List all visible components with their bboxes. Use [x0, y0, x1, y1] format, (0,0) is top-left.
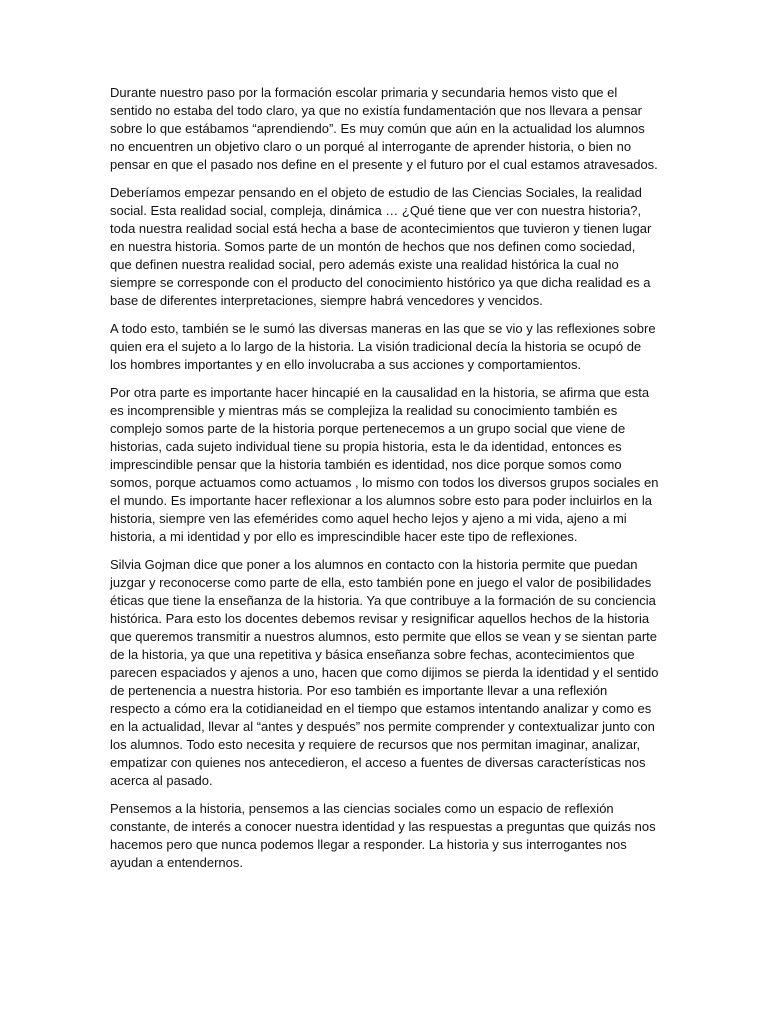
paragraph-2: Deberíamos empezar pensando en el objeto de estudio de las Ciencias Sociales, la realidad social. Esta realidad social, compleja, dinámica … ¿Qué tiene que ver con nuestra historia?, toda nuestra realidad social está hecha a base de acontecimientos que tuvieron y tienen lugar en nuestra historia. Somos parte de un montón de hechos que nos definen como sociedad, que definen nuestra realidad social, pero además existe una realidad histórica la cual no siempre se corresponde con el producto del conocimiento histórico ya que dicha realidad es a base de diferentes interpretaciones, siempre habrá vencedores y vencidos.: [110, 185, 652, 308]
paragraph-3: A todo esto, también se le sumó las diversas maneras en las que se vio y las reflexiones sobre quien era el sujeto a lo largo de la historia. La visión tradicional decía la historia se ocupó de los hombres importantes y en ello involucraba a sus acciones y comportamientos.: [110, 321, 656, 372]
paragraph-5: Silvia Gojman dice que poner a los alumnos en contacto con la historia permite que puedan juzgar y reconocerse como parte de ella, esto también pone en juego el valor de posibilidades éticas que tiene la enseñanza de la historia. Ya que contribuye a la formación de su conciencia histórica. Para esto los docentes debemos revisar y resignificar aquellos hechos de la historia que queremos transmitir a nuestros alumnos, esto permite que ellos se vean y se sientan parte de la historia, ya que una repetitiva y básica enseñanza sobre fechas, acontecimientos que parecen espaciados y ajenos a uno, hacen que como dijimos se pierda la identidad y el sentido de pertenencia a nuestra historia. Por eso también es importante llevar a una reflexión respecto a cómo era la cotidianeidad en el tiempo que estamos intentando analizar y como es en la actualidad, llevar al “antes y después” nos permite comprender y contextualizar junto con los alumnos. Todo esto necesita y requiere de recursos que nos permitan imaginar, analizar, empatizar con quienes nos antecedieron, el acceso a fuentes de diversas características nos acerca al pasado.: [110, 557, 659, 788]
paragraph-4: Por otra parte es importante hacer hincapié en la causalidad en la historia, se afirma que esta es incomprensible y mientras más se complejiza la realidad su conocimiento también es complejo somos parte de la historia porque pertenecemos a un grupo social que viene de historias, cada sujeto individual tiene su propia historia, esta le da identidad, entonces es imprescindible pensar que la historia también es identidad, nos dice porque somos como somos, porque actuamos como actuamos , lo mismo con todos los diversos grupos sociales en el mundo. Es importante hacer reflexionar a los alumnos sobre esto para poder incluirlos en la historia, siempre ven las efemérides como aquel hecho lejos y ajeno a mi vida, ajeno a mi historia, a mi identidad y por ello es imprescindible hacer este tipo de reflexiones.: [110, 385, 659, 544]
paragraph-1: Durante nuestro paso por la formación escolar primaria y secundaria hemos visto que el sentido no estaba del todo claro, ya que no existía fundamentación que nos llevara a pensar sobre lo que estábamos “aprendiendo”. Es muy común que aún en la actualidad los alumnos no encuentren un objetivo claro o un porqué al interrogante de aprender historia, o bien no pensar en que el pasado nos define en el presente y el futuro por el cual estamos atravesados.: [110, 85, 658, 172]
paragraph-6: Pensemos a la historia, pensemos a las ciencias sociales como un espacio de reflexión constante, de interés a conocer nuestra identidad y las respuestas a preguntas que quizás nos hacemos pero que nunca podemos llegar a responder. La historia y sus interrogantes nos ayudan a entendernos.: [110, 801, 656, 870]
document-body: [110, 84, 660, 882]
